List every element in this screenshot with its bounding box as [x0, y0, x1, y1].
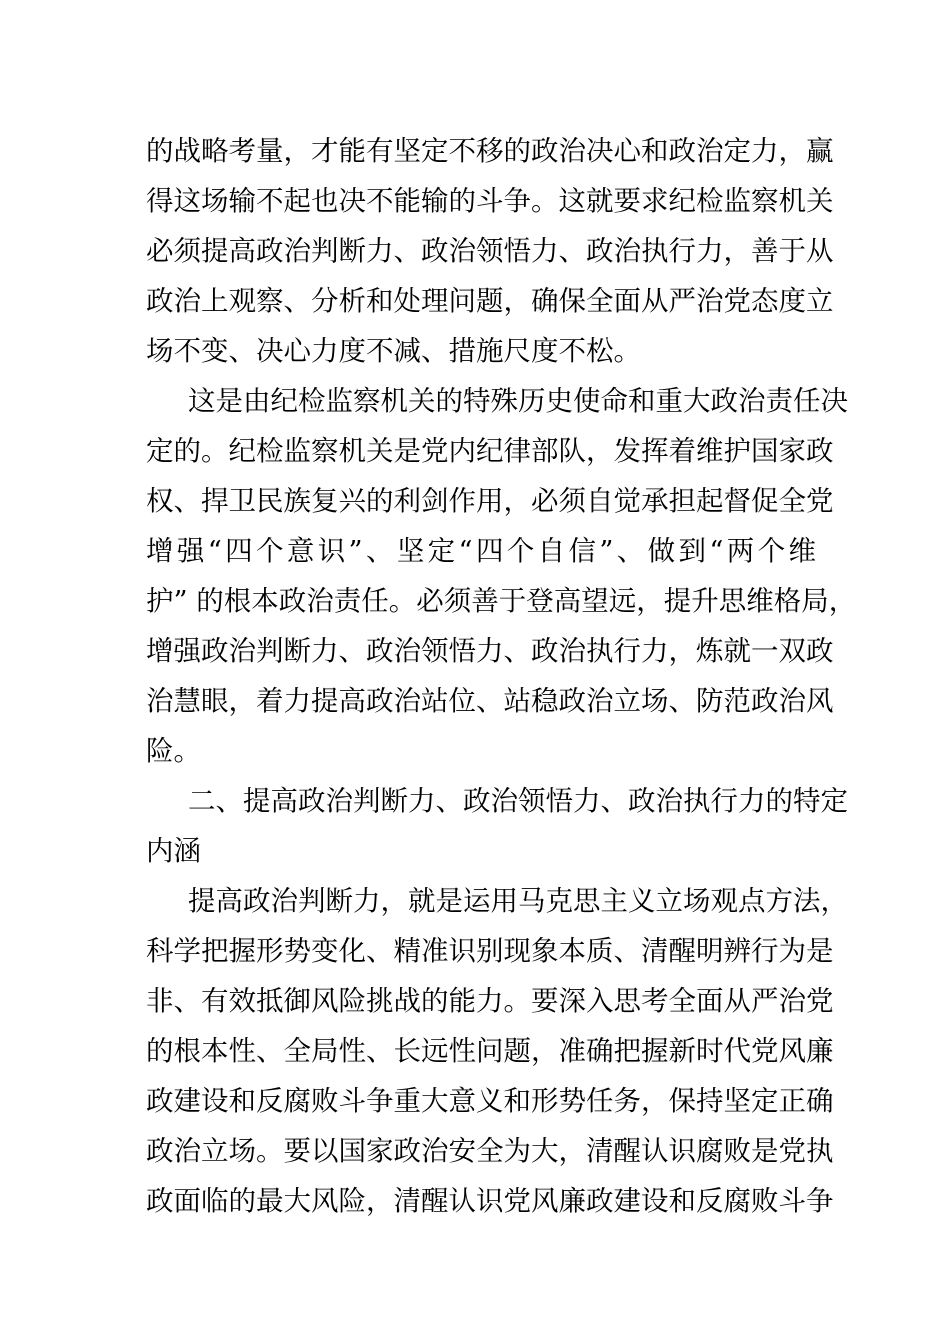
- text-line: 增强政治判断力、政治领悟力、政治执行力，炼就一双政: [146, 635, 834, 667]
- text-line: 的战略考量，才能有坚定不移的政治决心和政治定力，赢: [146, 135, 834, 167]
- text-line: 场不变、决心力度不减、措施尺度不松。: [146, 335, 641, 367]
- section-heading-line: 二、提高政治判断力、政治领悟力、政治执行力的特定: [188, 785, 848, 817]
- text-line: 权、捍卫民族复兴的利剑作用，必须自觉承担起督促全党: [146, 485, 834, 517]
- text-line: 护” 的根本政治责任。必须善于登高望远，提升思维格局，: [146, 585, 857, 617]
- body-text: [146, 126, 857, 1226]
- paragraph-start-line: 这是由纪检监察机关的特殊历史使命和重大政治责任决: [188, 385, 848, 417]
- text-line: 政面临的最大风险，清醒认识党风廉政建设和反腐败斗争: [146, 1185, 834, 1217]
- text-line: 政治上观察、分析和处理问题，确保全面从严治党态度立: [146, 285, 834, 317]
- paragraph-start-line: 提高政治判断力，就是运用马克思主义立场观点方法，: [188, 885, 848, 917]
- text-line: 险。: [146, 735, 201, 767]
- text-line: 必须提高政治判断力、政治领悟力、政治执行力，善于从: [146, 235, 834, 267]
- text-line: 政建设和反腐败斗争重大意义和形势任务，保持坚定正确: [146, 1085, 834, 1117]
- text-line: 治慧眼，着力提高政治站位、站稳政治立场、防范政治风: [146, 685, 834, 717]
- section-heading-line: 内涵: [146, 835, 201, 867]
- text-line: 的根本性、全局性、长远性问题，准确把握新时代党风廉: [146, 1035, 834, 1067]
- text-line: 科学把握形势变化、精准识别现象本质、清醒明辨行为是: [146, 935, 834, 967]
- text-line: 定的。纪检监察机关是党内纪律部队，发挥着维护国家政: [146, 435, 834, 467]
- text-line: 得这场输不起也决不能输的斗争。这就要求纪检监察机关: [146, 185, 834, 217]
- text-line: 非、有效抵御风险挑战的能力。要深入思考全面从严治党: [146, 985, 834, 1017]
- text-line: 政治立场。要以国家政治安全为大，清醒认识腐败是党执: [146, 1135, 834, 1167]
- text-line: 增强“四个意识”、坚定“四个自信”、做到“两个维: [146, 535, 816, 567]
